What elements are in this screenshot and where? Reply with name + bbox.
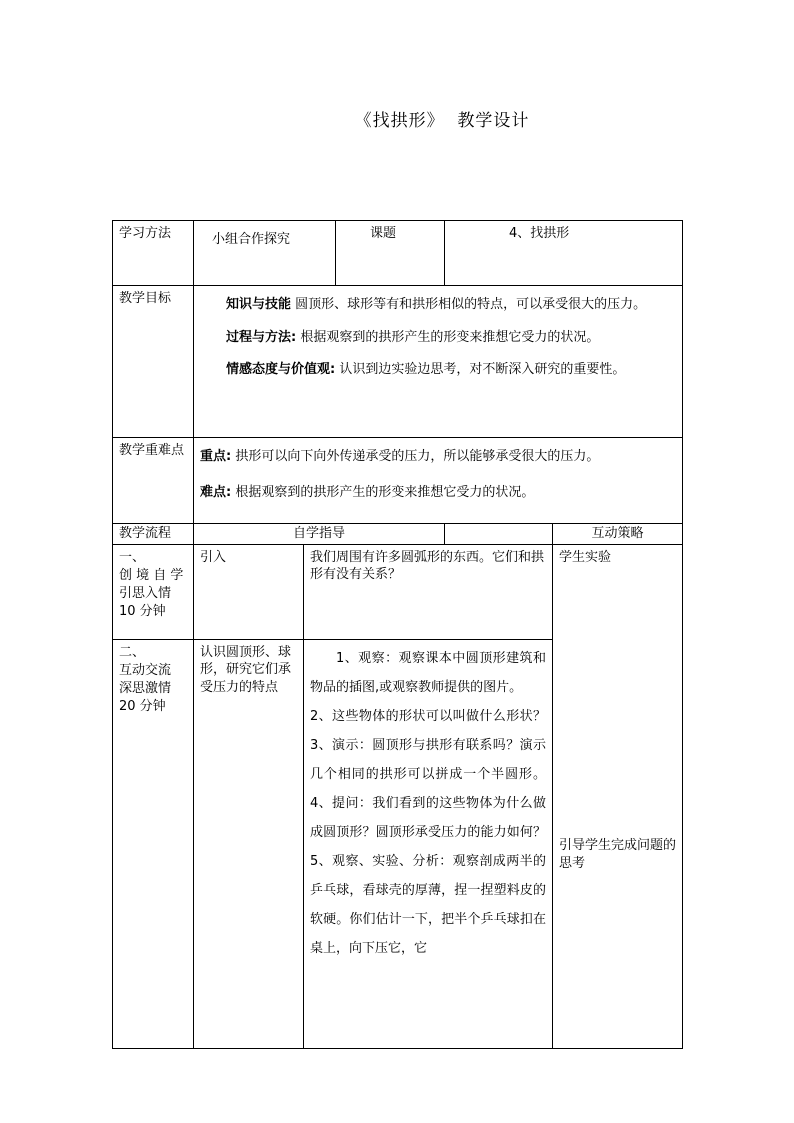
- header-strategy: 互动策略: [553, 524, 683, 545]
- goal-emotion: 情感态度与价值观: 认识到边实验边思考，对不断深入研究的重要性。: [226, 362, 626, 378]
- stage-2-guide-rest: 2、这些物体的形状可以叫做什么形状？3、演示：圆顶形与拱形有联系吗？演示几个相同的拱形可以拼成一个半圆形。4、提问：我们看到的这些物体为什么做成圆顶形？圆顶形承受压力的能力如何？5、观察、实验、分析：观察剖成两半的乒乓球，看球壳的厚薄，捏一捏塑料皮的软硬。你们估计一下，把半个乒乓球扣在桌上，向下压它，它: [310, 708, 546, 956]
- topic-label: 课题: [336, 221, 445, 286]
- stage-2-name: 二、 互动交流 深思激情 20 分钟: [113, 639, 194, 1048]
- method-value: 小组合作探究: [194, 221, 336, 286]
- lesson-plan-table: [112, 220, 683, 1049]
- header-guide: 自学指导: [194, 524, 445, 545]
- stage-2-guide: [304, 639, 553, 1048]
- strategy-cell: [553, 544, 683, 1048]
- row-method: [113, 221, 683, 286]
- row-stage-1: [113, 544, 683, 639]
- key-point-important: 重点: 拱形可以向下向外传递承受的压力，所以能够承受很大的压力。: [200, 449, 600, 464]
- goal-label: 教学目标: [113, 286, 194, 438]
- topic-value: 4、找拱形: [445, 221, 683, 286]
- stage-1-strategy: 学生实验: [559, 549, 612, 565]
- row-key-points: [113, 438, 683, 524]
- key-content: [194, 438, 683, 524]
- goal-content: [194, 286, 683, 438]
- stage-1-guide: 我们周围有许多圆弧形的东西。它们和拱形有没有关系？: [304, 544, 553, 639]
- row-goals: [113, 286, 683, 438]
- goal-process: 过程与方法: 根据观察到的拱形产生的形变来推想它受力的状况。: [226, 329, 600, 345]
- method-label: 学习方法: [113, 221, 194, 286]
- stage-1-topic: 引入: [194, 544, 304, 639]
- stage-2-topic: 认识圆顶形、球形，研究它们承受压力的特点: [194, 639, 304, 1048]
- header-spacer: [445, 524, 553, 545]
- stage-1-name: 一、 创 境 自 学 引思入情 10 分钟: [113, 544, 194, 639]
- page-title: 《找拱形》 教学设计: [354, 111, 530, 131]
- key-point-difficult: 难点: 根据观察到的拱形产生的形变来推想它受力的状况。: [200, 484, 535, 500]
- stage-2-strategy: 引导学生完成问题的思考: [559, 838, 677, 871]
- header-flow: 教学流程: [113, 524, 194, 545]
- goal-knowledge: 知识与技能 圆顶形、球形等有和拱形相似的特点，可以承受很大的压力。: [226, 297, 647, 312]
- key-label: 教学重难点: [113, 438, 194, 524]
- row-headers: [113, 524, 683, 545]
- stage-2-guide-first: 1、观察：观察课本中圆顶形建筑和物品的插图,或观察教师提供的图片。: [310, 650, 546, 695]
